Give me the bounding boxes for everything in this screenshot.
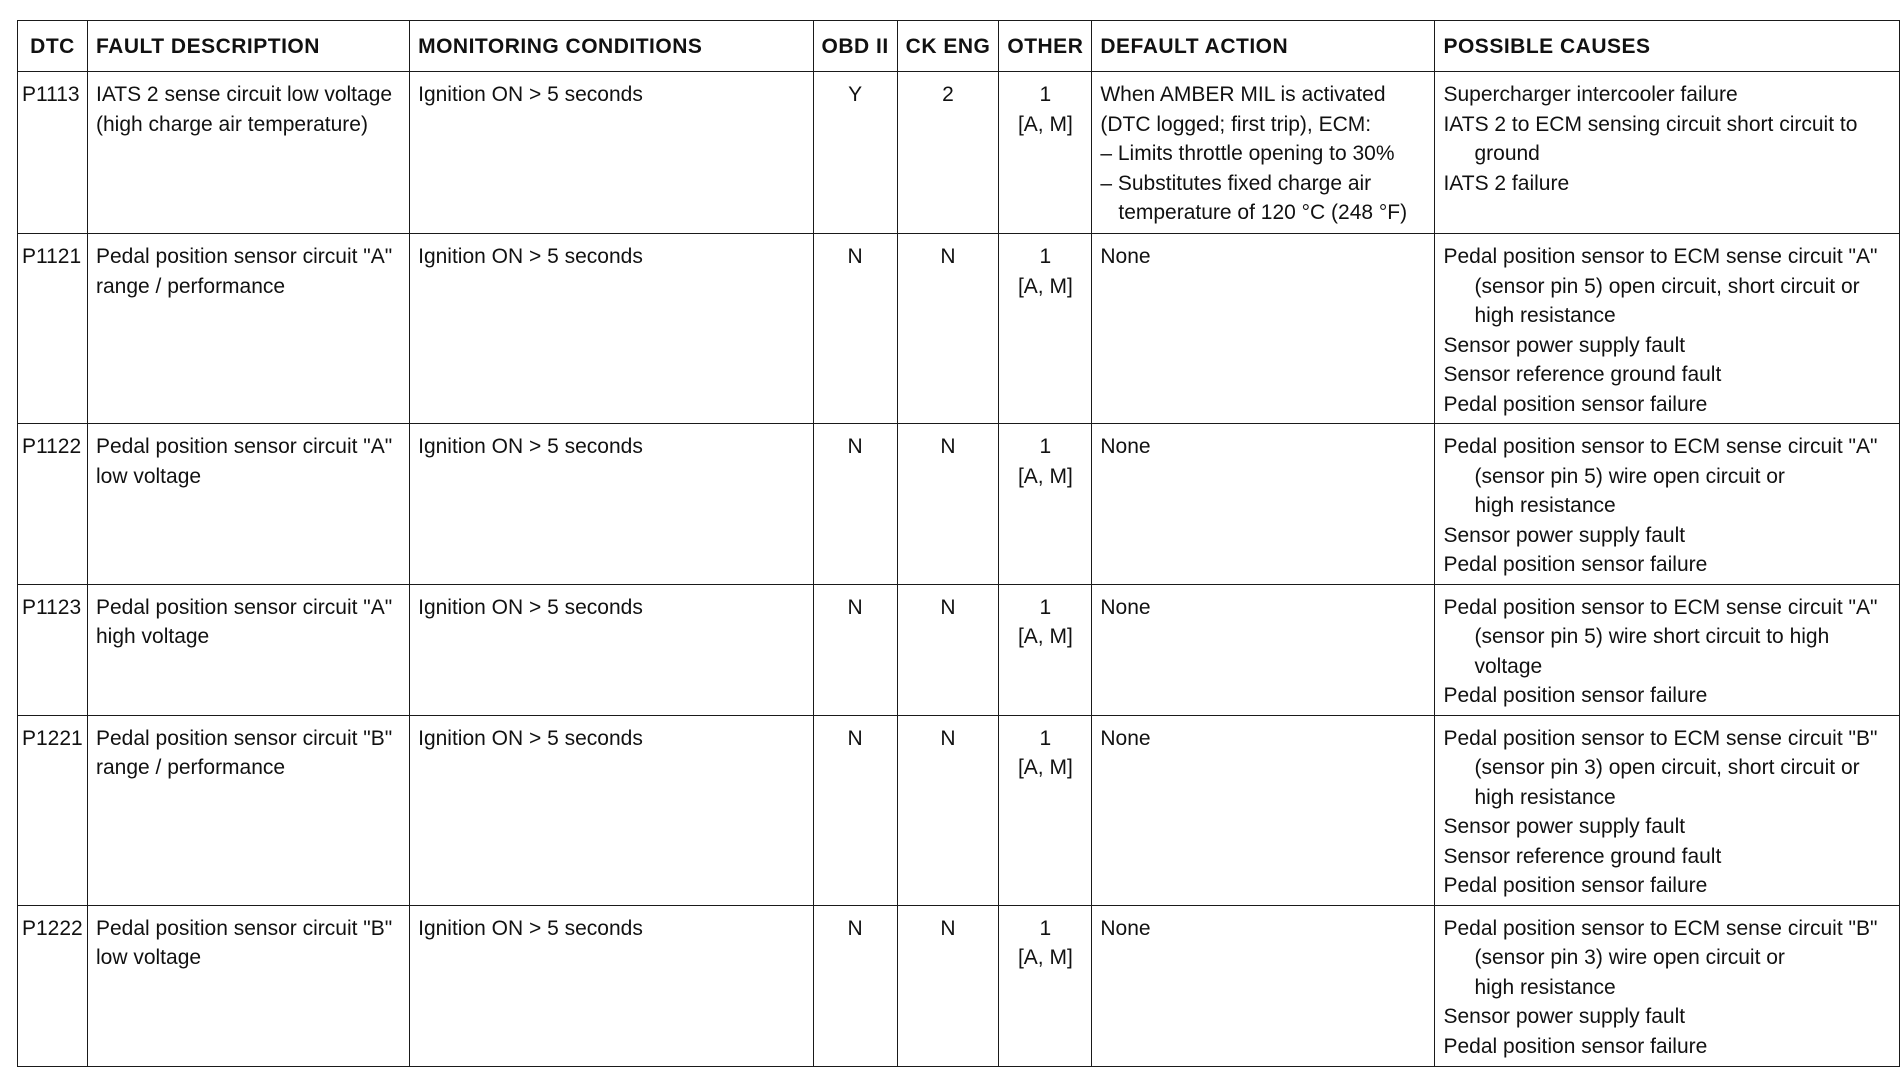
obd-ii-value: N bbox=[813, 234, 897, 424]
fault-description: Pedal position sensor circuit "A" low voltage bbox=[87, 424, 409, 585]
cause-item: Pedal position sensor failure bbox=[1443, 1034, 1708, 1058]
default-action-intro: (DTC logged; first trip), ECM: bbox=[1100, 112, 1372, 136]
default-action-intro: When AMBER MIL is activated bbox=[1100, 83, 1386, 106]
cause-item: IATS 2 to ECM sensing circuit short circuit to bbox=[1443, 112, 1858, 136]
other-code: [A, M] bbox=[1017, 464, 1073, 488]
header-fault-description: FAULT DESCRIPTION bbox=[87, 21, 409, 72]
other-code: [A, M] bbox=[1017, 756, 1073, 779]
table-row bbox=[18, 715, 1900, 905]
header-other: OTHER bbox=[999, 21, 1092, 72]
table-row bbox=[18, 72, 1900, 234]
default-action bbox=[1092, 72, 1435, 234]
other-value bbox=[999, 584, 1092, 715]
other-value bbox=[999, 715, 1092, 905]
header-dtc: DTC bbox=[18, 21, 88, 72]
monitoring-conditions: Ignition ON > 5 seconds bbox=[410, 424, 813, 585]
cause-item-continuation: (sensor pin 3) open circuit, short circuit or bbox=[1474, 756, 1860, 779]
dtc-code: P1121 bbox=[18, 234, 88, 424]
ck-eng-value: N bbox=[897, 424, 999, 585]
other-value bbox=[999, 905, 1092, 1066]
cause-item: Sensor reference ground fault bbox=[1443, 844, 1722, 868]
cause-item: Pedal position sensor to ECM sense circuit "A" bbox=[1443, 245, 1878, 268]
monitoring-conditions: Ignition ON > 5 seconds bbox=[410, 72, 813, 234]
default-action: None bbox=[1092, 715, 1435, 905]
cause-item: Pedal position sensor to ECM sense circuit "B" bbox=[1443, 916, 1878, 940]
default-action: None bbox=[1092, 905, 1435, 1066]
dtc-code: P1221 bbox=[18, 715, 88, 905]
obd-ii-value: N bbox=[813, 715, 897, 905]
monitoring-conditions: Ignition ON > 5 seconds bbox=[410, 234, 813, 424]
obd-ii-value: N bbox=[813, 905, 897, 1066]
monitoring-conditions: Ignition ON > 5 seconds bbox=[410, 715, 813, 905]
cause-item: Pedal position sensor failure bbox=[1443, 392, 1708, 416]
cause-item-continuation: (sensor pin 5) open circuit, short circuit or bbox=[1474, 274, 1860, 298]
ck-eng-value: N bbox=[897, 584, 999, 715]
cause-item: Pedal position sensor failure bbox=[1443, 684, 1708, 707]
cause-item: Sensor power supply fault bbox=[1443, 523, 1686, 547]
other-number: 1 bbox=[1039, 595, 1052, 619]
default-action: None bbox=[1092, 584, 1435, 715]
obd-ii-value: Y bbox=[813, 72, 897, 234]
fault-description: Pedal position sensor circuit "A" range / performance bbox=[87, 234, 409, 424]
cause-item: Sensor reference ground fault bbox=[1443, 363, 1722, 386]
cause-item: IATS 2 failure bbox=[1443, 171, 1570, 195]
other-code: [A, M] bbox=[1017, 274, 1073, 298]
cause-item-continuation: high resistance bbox=[1474, 304, 1616, 327]
cause-item: Sensor power supply fault bbox=[1443, 1005, 1686, 1028]
other-number: 1 bbox=[1039, 83, 1052, 106]
ck-eng-value: 2 bbox=[897, 72, 999, 234]
cause-item: Sensor power supply fault bbox=[1443, 815, 1686, 838]
default-action-item: – Substitutes fixed charge air temperature of 120 °C (248 °F) bbox=[1100, 171, 1408, 224]
header-possible-causes: POSSIBLE CAUSES bbox=[1435, 21, 1900, 72]
fault-description: IATS 2 sense circuit low voltage (high charge air temperature) bbox=[87, 72, 409, 234]
cause-item: Pedal position sensor to ECM sense circuit "B" bbox=[1443, 726, 1878, 750]
cause-item: Pedal position sensor failure bbox=[1443, 553, 1708, 576]
other-code: [A, M] bbox=[1017, 625, 1073, 648]
cause-item-continuation: high resistance bbox=[1474, 785, 1616, 809]
ck-eng-value: N bbox=[897, 905, 999, 1066]
cause-item-continuation: high resistance bbox=[1474, 494, 1616, 517]
ck-eng-value: N bbox=[897, 234, 999, 424]
other-value bbox=[999, 72, 1092, 234]
dtc-table bbox=[17, 20, 1900, 1067]
header-row bbox=[18, 21, 1900, 72]
other-code: [A, M] bbox=[1017, 112, 1073, 136]
table-row bbox=[18, 584, 1900, 715]
other-number: 1 bbox=[1039, 726, 1052, 750]
fault-description: Pedal position sensor circuit "B" range / performance bbox=[87, 715, 409, 905]
cause-item-continuation: high resistance bbox=[1474, 975, 1616, 999]
ck-eng-value: N bbox=[897, 715, 999, 905]
possible-causes bbox=[1435, 72, 1900, 234]
dtc-code: P1122 bbox=[18, 424, 88, 585]
other-number: 1 bbox=[1039, 245, 1052, 268]
possible-causes bbox=[1435, 584, 1900, 715]
dtc-code: P1222 bbox=[18, 905, 88, 1066]
default-action-item: – Limits throttle opening to 30% bbox=[1100, 142, 1395, 165]
possible-causes bbox=[1435, 234, 1900, 424]
cause-item-continuation: (sensor pin 3) wire open circuit or bbox=[1474, 946, 1785, 969]
cause-item: Sensor power supply fault bbox=[1443, 333, 1686, 357]
cause-item: Pedal position sensor to ECM sense circuit "A" bbox=[1443, 595, 1878, 619]
cause-item-continuation: ground bbox=[1474, 142, 1540, 165]
table-row bbox=[18, 234, 1900, 424]
possible-causes bbox=[1435, 905, 1900, 1066]
header-ck-eng: CK ENG bbox=[897, 21, 999, 72]
other-code: [A, M] bbox=[1017, 946, 1073, 969]
table-row bbox=[18, 905, 1900, 1066]
default-action: None bbox=[1092, 424, 1435, 585]
obd-ii-value: N bbox=[813, 584, 897, 715]
default-action: None bbox=[1092, 234, 1435, 424]
table-row bbox=[18, 424, 1900, 585]
monitoring-conditions: Ignition ON > 5 seconds bbox=[410, 584, 813, 715]
header-default-action: DEFAULT ACTION bbox=[1092, 21, 1435, 72]
possible-causes bbox=[1435, 424, 1900, 585]
other-number: 1 bbox=[1039, 916, 1052, 940]
fault-description: Pedal position sensor circuit "A" high voltage bbox=[87, 584, 409, 715]
other-number: 1 bbox=[1039, 435, 1052, 458]
cause-item: Pedal position sensor failure bbox=[1443, 874, 1708, 897]
header-monitoring-conditions: MONITORING CONDITIONS bbox=[410, 21, 813, 72]
cause-item-continuation: (sensor pin 5) wire open circuit or bbox=[1474, 464, 1785, 488]
cause-item: Supercharger intercooler failure bbox=[1443, 83, 1738, 106]
obd-ii-value: N bbox=[813, 424, 897, 585]
other-value bbox=[999, 234, 1092, 424]
dtc-code: P1113 bbox=[18, 72, 88, 234]
other-value bbox=[999, 424, 1092, 585]
fault-description: Pedal position sensor circuit "B" low voltage bbox=[87, 905, 409, 1066]
possible-causes bbox=[1435, 715, 1900, 905]
monitoring-conditions: Ignition ON > 5 seconds bbox=[410, 905, 813, 1066]
cause-item-continuation: (sensor pin 5) wire short circuit to high voltage bbox=[1474, 625, 1830, 678]
cause-item: Pedal position sensor to ECM sense circuit "A" bbox=[1443, 435, 1878, 458]
header-obd-ii: OBD II bbox=[813, 21, 897, 72]
dtc-code: P1123 bbox=[18, 584, 88, 715]
